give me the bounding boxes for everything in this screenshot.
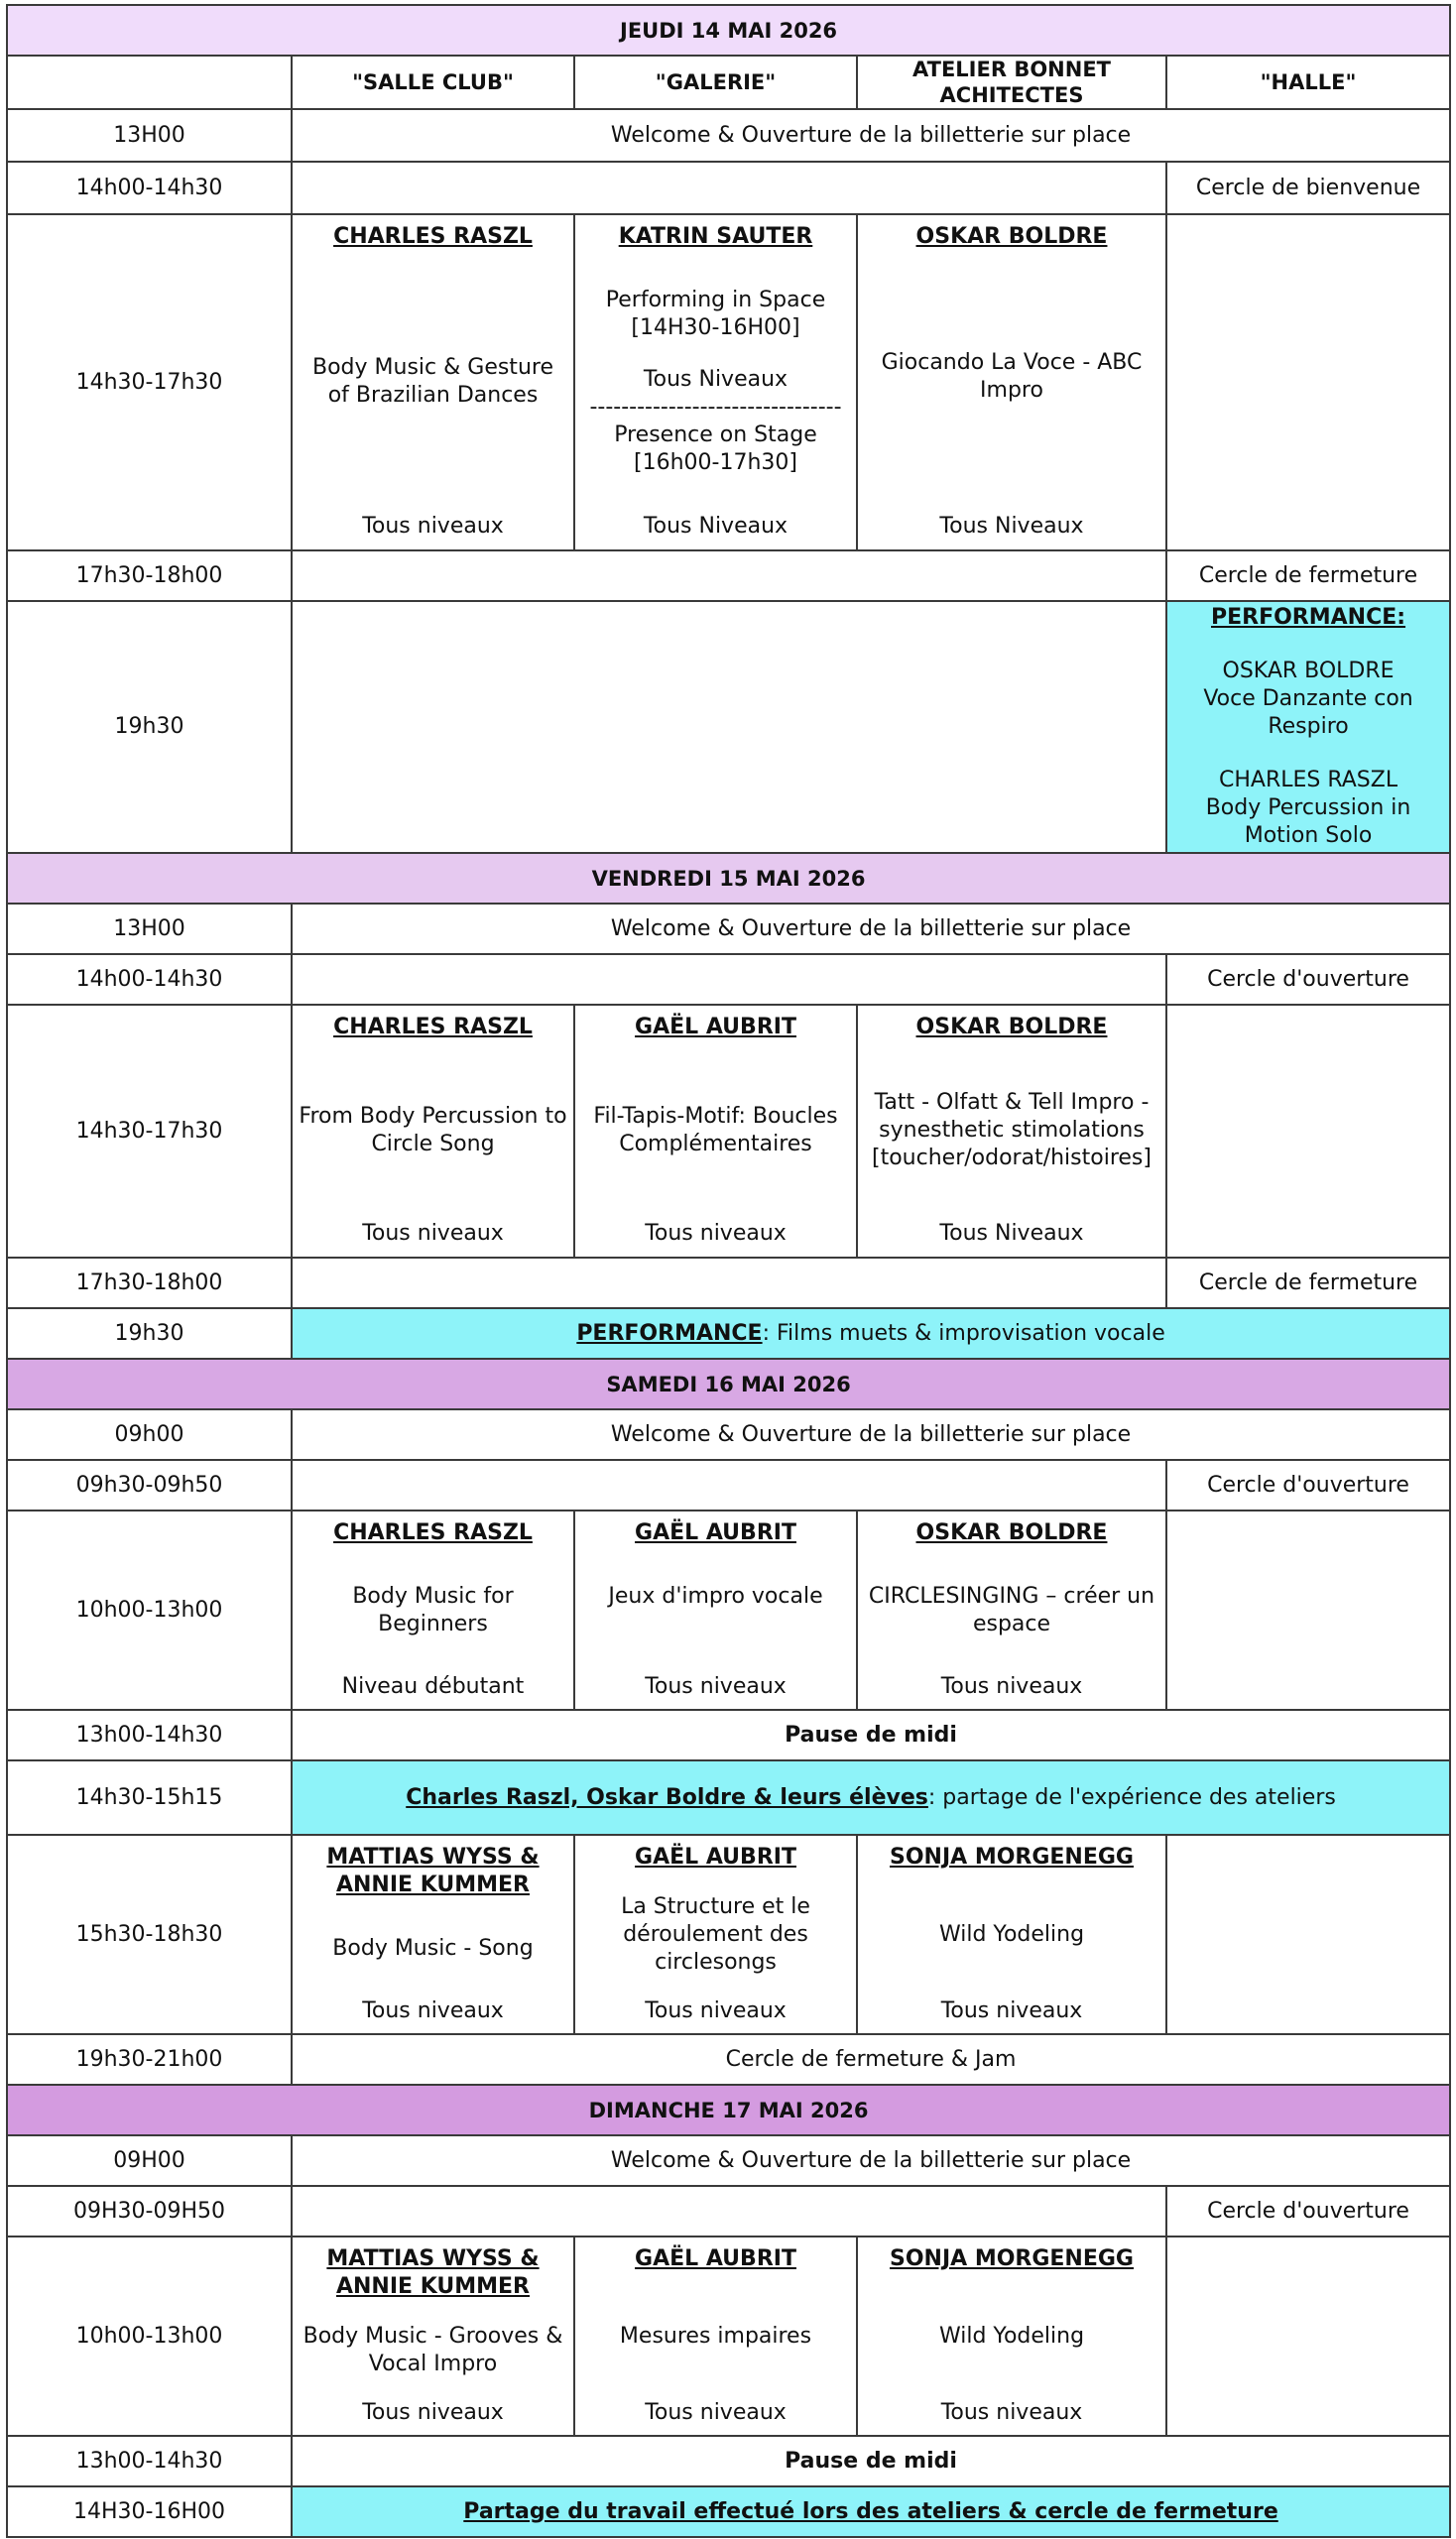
empty-cell [292, 550, 1166, 601]
welcome-cell: Welcome & Ouverture de la billetterie sur place [292, 1409, 1450, 1460]
workshop-cell [857, 1511, 1166, 1710]
teacher-name: OSKAR BOLDRE [915, 1015, 1108, 1039]
venue-halle: "HALLE" [1166, 56, 1450, 109]
close-row [7, 550, 1450, 601]
workshop-title: Jeux d'impro vocale [608, 1583, 823, 1609]
empty-cell [1166, 2237, 1450, 2436]
circle-row [7, 1460, 1450, 1511]
workshop-title: Mesures impaires [619, 2323, 812, 2349]
workshop-title: CIRCLESINGING – créer un espace [868, 1583, 1155, 1636]
workshop-level: Tous niveaux [362, 1998, 504, 2023]
workshop-cell [857, 214, 1166, 550]
performance-text: : Films muets & improvisation vocale [762, 1320, 1165, 1346]
time-cell: 10h00-13h00 [7, 1511, 292, 1710]
performance-label: PERFORMANCE: [1210, 605, 1406, 630]
close-row [7, 1258, 1450, 1308]
sharing-label: Charles Raszl, Oskar Boldre & leurs élèves [406, 1784, 928, 1810]
workshop-cell [292, 214, 574, 550]
day-title: DIMANCHE 17 MAI 2026 [7, 2085, 1450, 2135]
time-cell: 09H30-09H50 [7, 2186, 292, 2237]
teacher-name: MATTIAS WYSS & ANNIE KUMMER [326, 2246, 540, 2299]
workshop-cell [574, 1005, 857, 1258]
welcome-cell: Welcome & Ouverture de la billetterie sur place [292, 904, 1450, 954]
workshop-cell [292, 1511, 574, 1710]
circle-row [7, 954, 1450, 1005]
workshop-level: Tous niveaux [645, 1221, 787, 1246]
venue-atelier-bonnet: ATELIER BONNET ACHITECTES [857, 56, 1166, 109]
workshop-title: Body Music - Song [332, 1935, 534, 1961]
separator-line: -------------------------------- [589, 395, 842, 420]
performance-title: Body Percussion in Motion Solo [1205, 795, 1411, 848]
workshop-level: Tous niveaux [362, 1221, 504, 1246]
day-header-row [7, 2085, 1450, 2135]
workshop-title: Performing in Space [14H30-16H00] [605, 288, 826, 340]
workshop-level: Niveau débutant [341, 1674, 525, 1699]
workshop-row [7, 1005, 1450, 1258]
time-cell: 13h00-14h30 [7, 2436, 292, 2486]
performance-row [7, 601, 1450, 853]
corner-cell [7, 56, 292, 109]
sharing-row [7, 1760, 1450, 1835]
workshop-cell [292, 1005, 574, 1258]
time-cell: 19h30 [7, 1308, 292, 1359]
empty-cell [292, 601, 1166, 853]
day-title: SAMEDI 16 MAI 2026 [7, 1359, 1450, 1409]
teacher-name: OSKAR BOLDRE [915, 224, 1108, 249]
workshop-level: Tous niveaux [940, 1998, 1083, 2023]
empty-cell [292, 1258, 1166, 1308]
performance-cell [1166, 601, 1450, 853]
teacher-name: MATTIAS WYSS & ANNIE KUMMER [326, 1845, 540, 1897]
workshop-title: Body Music for Beginners [352, 1583, 514, 1636]
workshop-title: Tatt - Olfatt & Tell Impro - synesthetic stimolations [toucher/odorat/histoires] [872, 1090, 1152, 1170]
teacher-name: GAËL AUBRIT [635, 1520, 796, 1545]
lunch-row [7, 2436, 1450, 2486]
circle-cell: Cercle d'ouverture [1166, 2186, 1450, 2237]
time-cell: 17h30-18h00 [7, 1258, 292, 1308]
workshop-level: Tous niveaux [645, 1998, 787, 2023]
workshop-level: Tous niveaux [645, 1674, 787, 1699]
workshop-cell [857, 1835, 1166, 2034]
empty-cell [1166, 1005, 1450, 1258]
day-header-row [7, 1359, 1450, 1409]
performance-row [7, 1308, 1450, 1359]
time-cell: 15h30-18h30 [7, 1835, 292, 2034]
time-cell: 09H00 [7, 2135, 292, 2186]
workshop-level: Tous Niveaux [643, 367, 789, 392]
empty-cell [1166, 1511, 1450, 1710]
workshop-title: Presence on Stage [16h00-17h30] [614, 423, 817, 475]
final-row [7, 2486, 1450, 2537]
day-header-row [7, 853, 1450, 904]
circle-row [7, 162, 1450, 214]
workshop-cell [857, 2237, 1166, 2436]
teacher-name: GAËL AUBRIT [635, 1015, 796, 1039]
day-title: JEUDI 14 MAI 2026 [7, 5, 1450, 56]
time-cell: 09h30-09h50 [7, 1460, 292, 1511]
teacher-name: OSKAR BOLDRE [915, 1520, 1108, 1545]
workshop-level: Tous niveaux [940, 1674, 1083, 1699]
sharing-text: : partage de l'expérience des ateliers [927, 1784, 1336, 1810]
teacher-name: SONJA MORGENEGG [889, 1845, 1134, 1870]
performance-cell [292, 1308, 1450, 1359]
time-cell: 14h00-14h30 [7, 162, 292, 214]
workshop-cell [857, 1005, 1166, 1258]
teacher-name: GAËL AUBRIT [635, 1845, 796, 1870]
time-cell: 14H30-16H00 [7, 2486, 292, 2537]
teacher-name: CHARLES RASZL [333, 1015, 533, 1039]
circle-cell: Cercle de bienvenue [1166, 162, 1450, 214]
workshop-level: Tous niveaux [362, 514, 504, 539]
jam-row [7, 2034, 1450, 2085]
workshop-row [7, 2237, 1450, 2436]
workshop-cell [574, 1835, 857, 2034]
teacher-name: SONJA MORGENEGG [889, 2246, 1134, 2271]
circle-cell: Cercle d'ouverture [1166, 954, 1450, 1005]
day-title: VENDREDI 15 MAI 2026 [7, 853, 1450, 904]
empty-cell [292, 1460, 1166, 1511]
workshop-title: Wild Yodeling [938, 2323, 1085, 2349]
time-cell: 19h30-21h00 [7, 2034, 292, 2085]
workshop-level: Tous Niveaux [939, 514, 1084, 539]
sharing-cell [292, 1760, 1450, 1835]
workshop-level: Tous niveaux [362, 2400, 504, 2425]
lunch-row [7, 1710, 1450, 1760]
workshop-row [7, 1835, 1450, 2034]
welcome-cell: Welcome & Ouverture de la billetterie sur place [292, 109, 1450, 162]
workshop-row [7, 214, 1450, 550]
time-cell: 09h00 [7, 1409, 292, 1460]
venue-header-row [7, 56, 1450, 109]
workshop-title: Body Music - Grooves & Vocal Impro [303, 2323, 563, 2376]
close-cell: Cercle de fermeture [1166, 550, 1450, 601]
performance-label: PERFORMANCE [576, 1320, 763, 1346]
empty-cell [1166, 1835, 1450, 2034]
circle-row [7, 2186, 1450, 2237]
empty-cell [292, 162, 1166, 214]
workshop-cell [574, 214, 857, 550]
time-cell: 10h00-13h00 [7, 2237, 292, 2436]
time-cell: 14h30-15h15 [7, 1760, 292, 1835]
welcome-cell: Welcome & Ouverture de la billetterie sur place [292, 2135, 1450, 2186]
workshop-title: Giocando La Voce - ABC Impro [881, 350, 1143, 403]
day-header-row [7, 5, 1450, 56]
venue-salle-club: "SALLE CLUB" [292, 56, 574, 109]
workshop-cell [574, 1511, 857, 1710]
time-cell: 19h30 [7, 601, 292, 853]
time-cell: 13H00 [7, 904, 292, 954]
workshop-cell [574, 2237, 857, 2436]
workshop-row [7, 1511, 1450, 1710]
workshop-cell [292, 1835, 574, 2034]
workshop-level: Tous niveaux [645, 2400, 787, 2425]
empty-cell [292, 954, 1166, 1005]
lunch-cell: Pause de midi [292, 2436, 1450, 2486]
schedule-table [6, 4, 1451, 2538]
time-cell: 17h30-18h00 [7, 550, 292, 601]
venue-galerie: "GALERIE" [574, 56, 857, 109]
teacher-name: GAËL AUBRIT [635, 2246, 796, 2271]
performance-artist: OSKAR BOLDRE [1222, 659, 1395, 683]
teacher-name: CHARLES RASZL [333, 224, 533, 249]
workshop-title: Wild Yodeling [938, 1921, 1085, 1947]
lunch-cell: Pause de midi [292, 1710, 1450, 1760]
performance-title: Voce Danzante con Respiro [1203, 686, 1413, 739]
welcome-row [7, 904, 1450, 954]
workshop-level: Tous Niveaux [939, 1221, 1084, 1246]
welcome-row [7, 109, 1450, 162]
workshop-cell [292, 2237, 574, 2436]
teacher-name: KATRIN SAUTER [618, 224, 813, 249]
final-cell: Partage du travail effectué lors des ateliers & cercle de fermeture [292, 2486, 1450, 2537]
workshop-title: From Body Percussion to Circle Song [299, 1104, 567, 1156]
time-cell: 14h30-17h30 [7, 214, 292, 550]
empty-cell [1166, 214, 1450, 550]
teacher-name: CHARLES RASZL [333, 1520, 533, 1545]
workshop-level: Tous Niveaux [643, 514, 789, 539]
time-cell: 13H00 [7, 109, 292, 162]
time-cell: 13h00-14h30 [7, 1710, 292, 1760]
empty-cell [292, 2186, 1166, 2237]
time-cell: 14h30-17h30 [7, 1005, 292, 1258]
workshop-title: Fil-Tapis-Motif: Boucles Complémentaires [593, 1104, 838, 1156]
workshop-title: La Structure et le déroulement des circlesongs [621, 1893, 810, 1975]
performance-artist: CHARLES RASZL [1218, 768, 1398, 792]
welcome-row [7, 2135, 1450, 2186]
welcome-row [7, 1409, 1450, 1460]
time-cell: 14h00-14h30 [7, 954, 292, 1005]
circle-cell: Cercle d'ouverture [1166, 1460, 1450, 1511]
close-cell: Cercle de fermeture [1166, 1258, 1450, 1308]
workshop-level: Tous niveaux [940, 2400, 1083, 2425]
jam-cell: Cercle de fermeture & Jam [292, 2034, 1450, 2085]
workshop-title: Body Music & Gesture of Brazilian Dances [312, 355, 553, 408]
